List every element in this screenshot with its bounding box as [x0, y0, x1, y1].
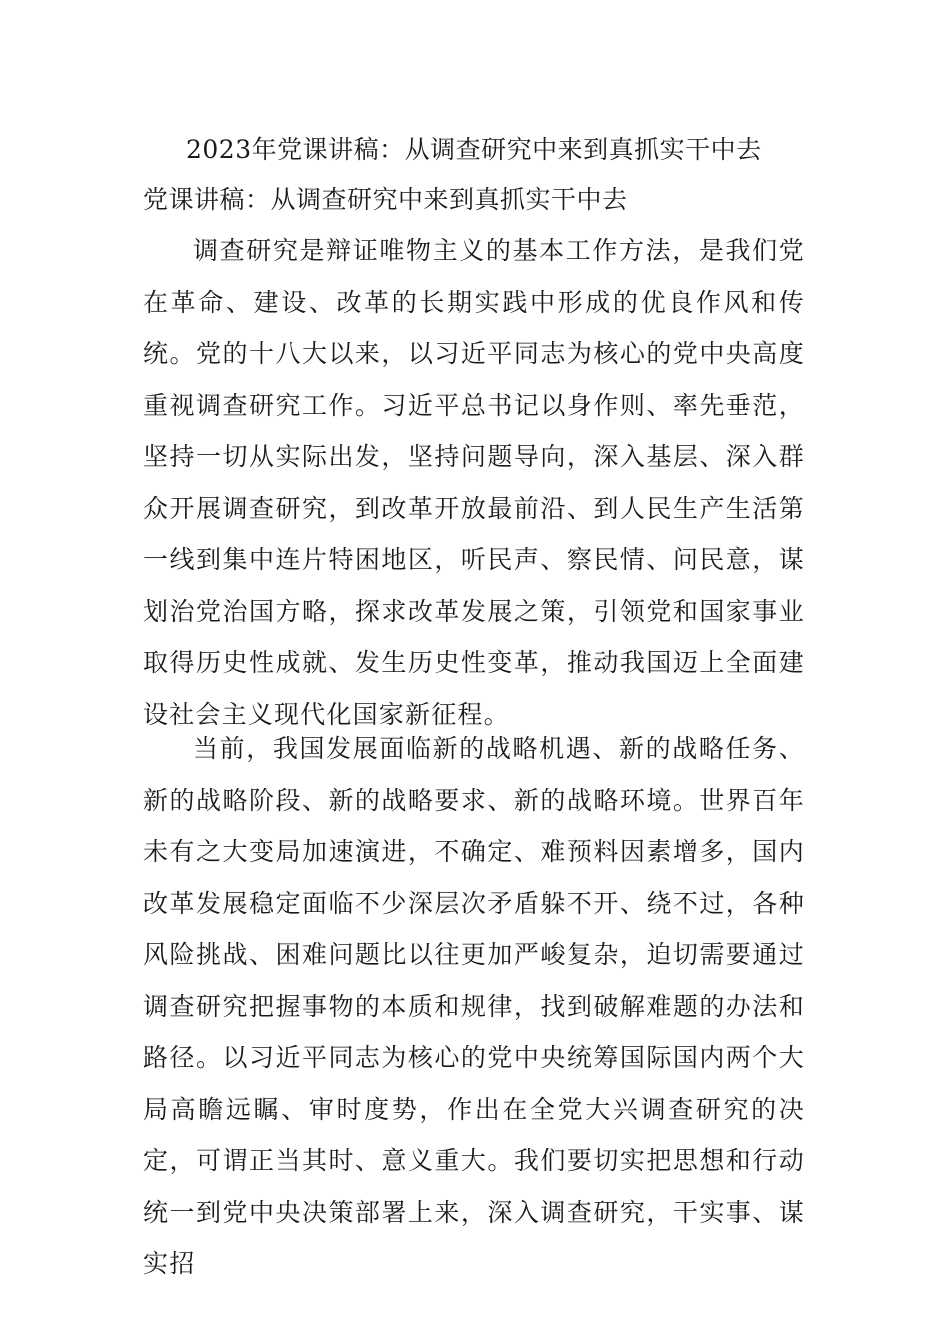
paragraph-2: 当前，我国发展面临新的战略机遇、新的战略任务、新的战略阶段、新的战略要求、新的战略环境。世界百年未有之大变局加速演进，不确定、难预料因素增多，国内改革发展稳定面临不少深层次矛盾躲不开、绕不过，各种风险挑战、困难问题比以往更加严峻复杂，迫切需要通过调查研究把握事物的本质和规律，找到破解难题的办法和路径。以习近平同志为核心的党中央统筹国际国内两个大局高瞻远瞩、审时度势，作出在全党大兴调查研究的决定，可谓正当其时、意义重大。我们要切实把思想和行动统一到党中央决策部署上来，深入调查研究，干实事、谋实招 [143, 734, 805, 1278]
paragraph-1: 调查研究是辩证唯物主义的基本工作方法，是我们党在革命、建设、改革的长期实践中形成的优良作风和传统。党的十八大以来，以习近平同志为核心的党中央高度重视调查研究工作。习近平总书记以身作则、率先垂范，坚持一切从实际出发，坚持问题导向，深入基层、深入群众开展调查研究，到改革开放最前沿、到人民生产生活第一线到集中连片特困地区，听民声、察民情、问民意，谋划治党治国方略，探求改革发展之策，引领党和国家事业取得历史性成就、发生历史性变革，推动我国迈上全面建设社会主义现代化国家新征程。 [143, 236, 805, 729]
document-title: 2023年党课讲稿：从调查研究中来到真抓实干中去 [186, 135, 762, 164]
document-subtitle: 党课讲稿：从调查研究中来到真抓实干中去 [143, 185, 628, 214]
